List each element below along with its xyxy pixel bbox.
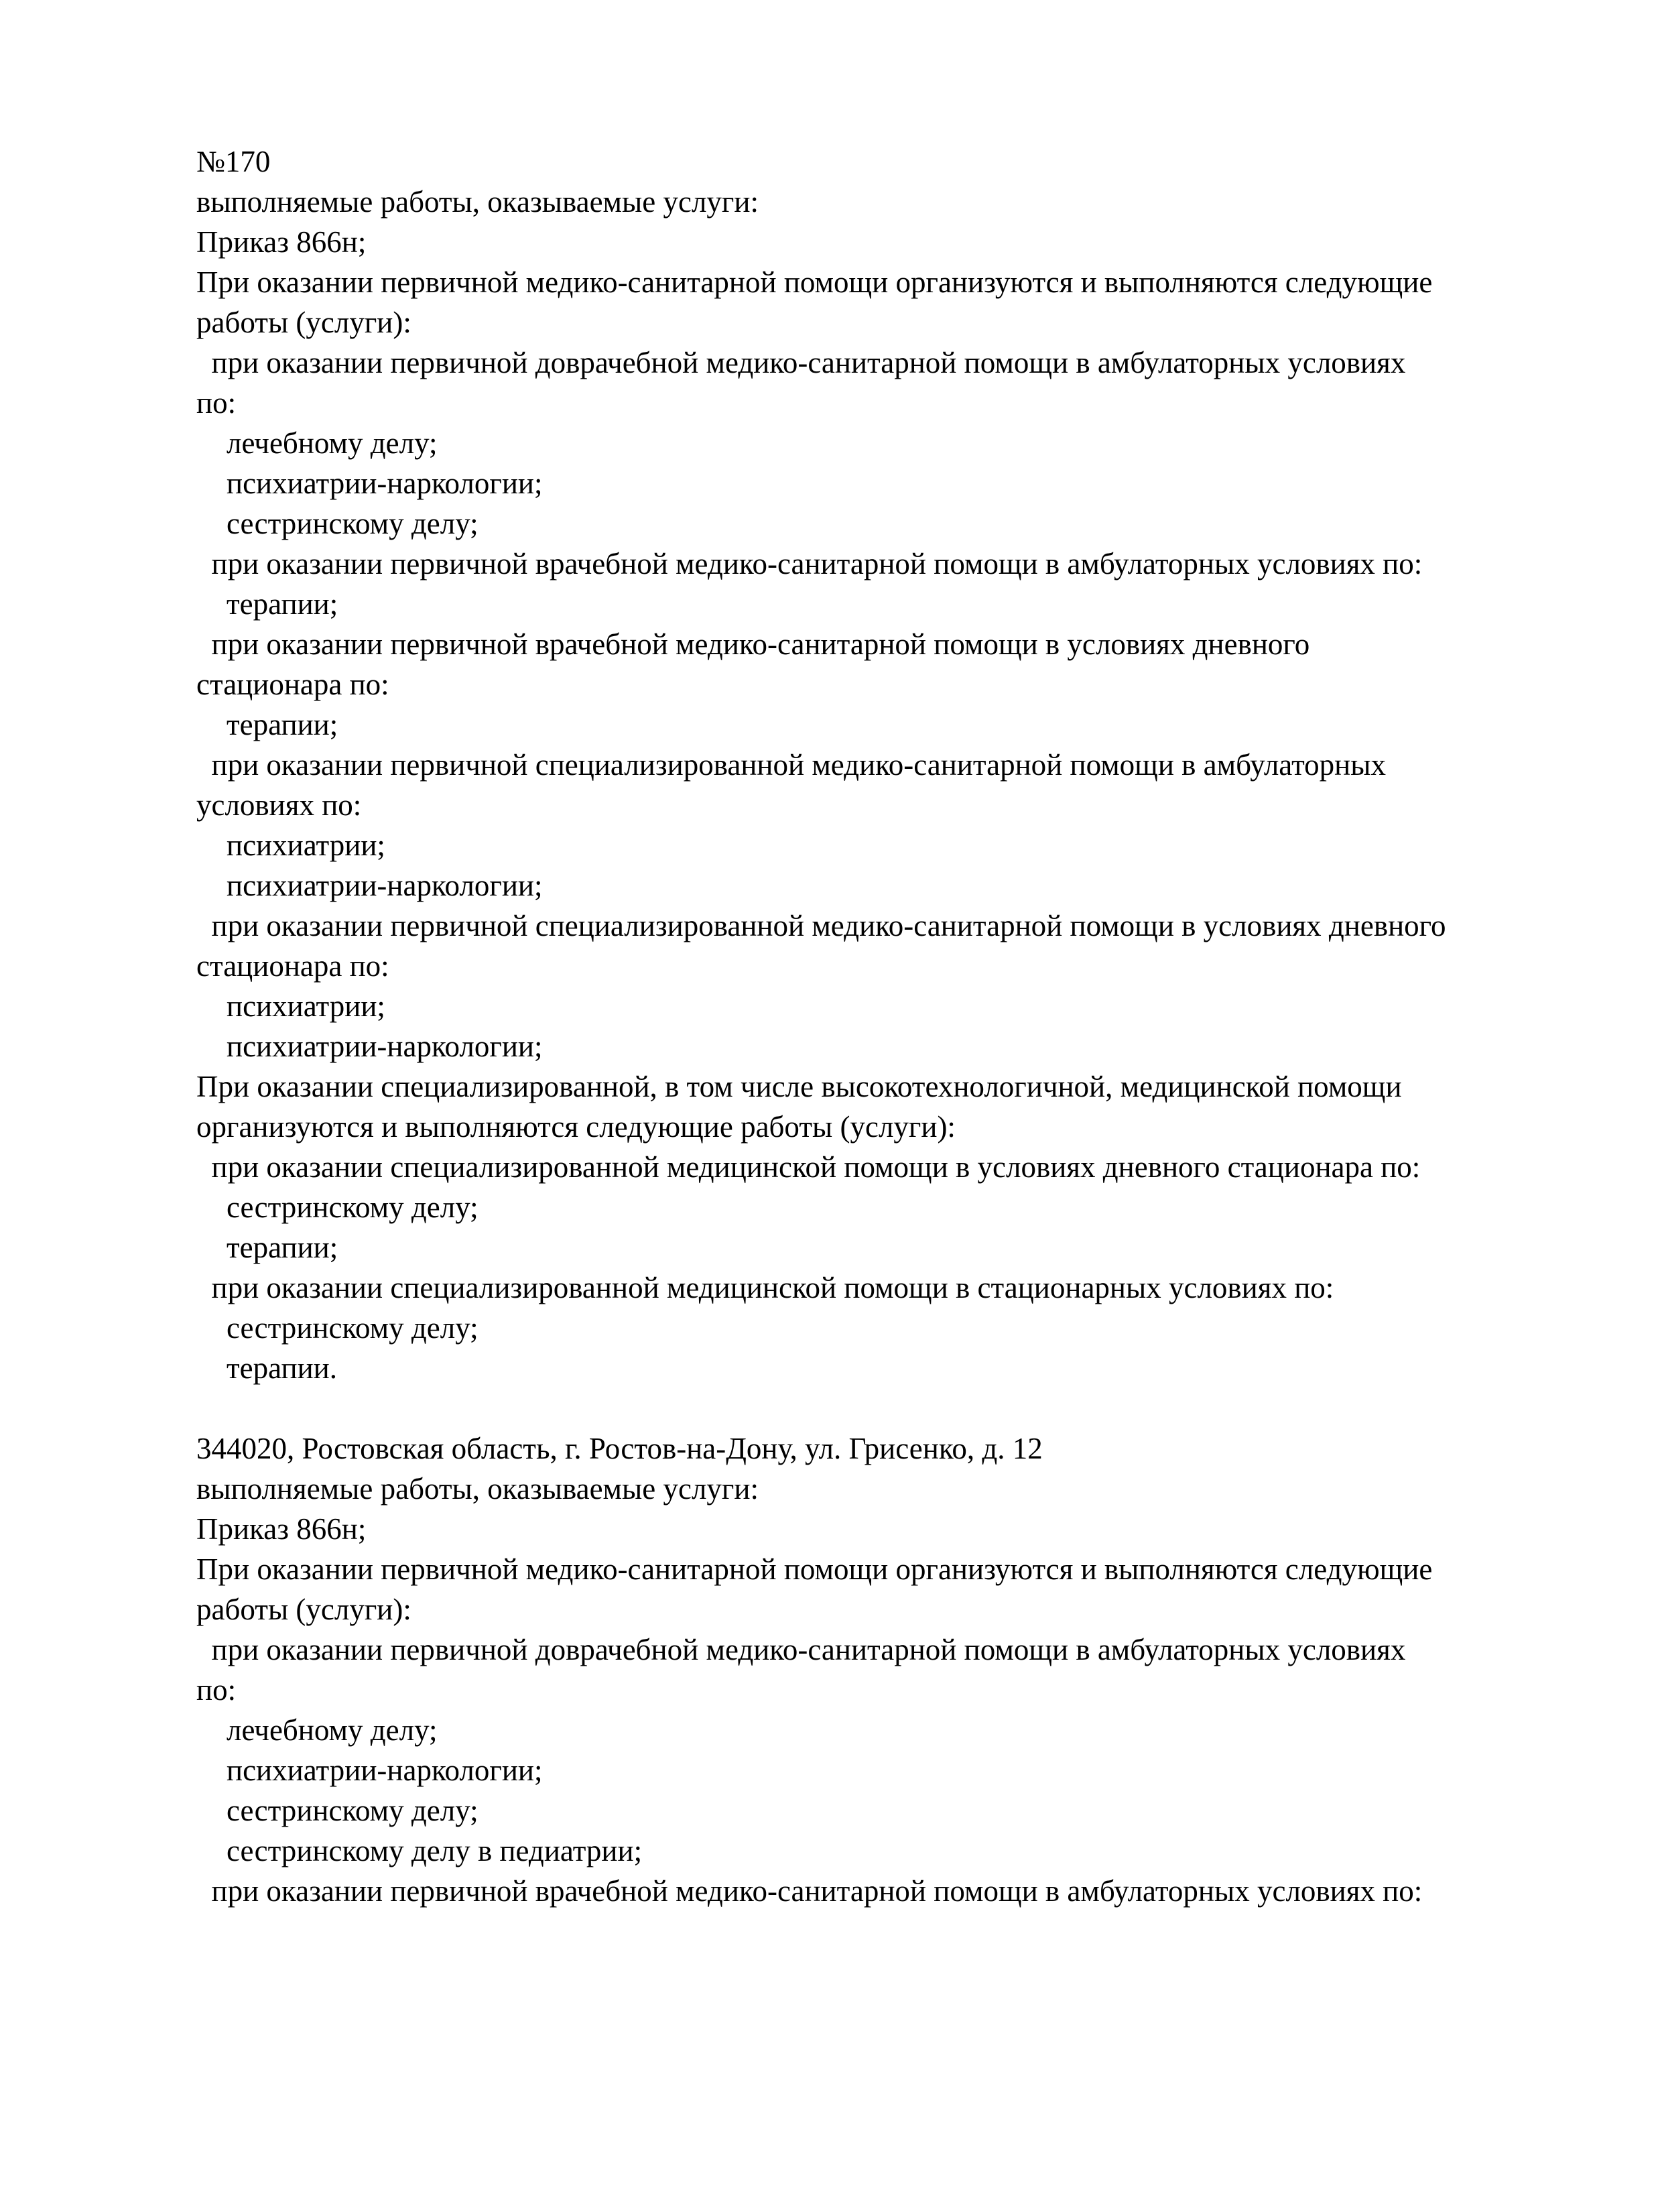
section-heading-line: работы (услуги): xyxy=(196,306,411,339)
service-condition-line: при оказании первичной специализированной медико-санитарной помощи в условиях дневного xyxy=(196,909,1446,942)
license-entry-number: №170 xyxy=(196,145,271,178)
blank-line xyxy=(196,1388,1662,1428)
section-heading-line: организуются и выполняются следующие работы (услуги): xyxy=(196,1110,956,1144)
section-heading-line: работы (услуги): xyxy=(196,1593,411,1626)
order-reference: Приказ 866н; xyxy=(196,225,367,259)
works-services-label: выполняемые работы, оказываемые услуги: xyxy=(196,185,759,219)
service-condition-line: при оказании первичной врачебной медико-санитарной помощи в амбулаторных условиях по: xyxy=(196,547,1423,580)
specialty-item: терапии. xyxy=(196,1351,338,1385)
section-heading-line: При оказании первичной медико-санитарной помощи организуются и выполняются следующие xyxy=(196,265,1433,299)
service-condition-line: при оказании первичной доврачебной медико-санитарной помощи в амбулаторных условиях xyxy=(196,1633,1406,1666)
specialty-item: терапии; xyxy=(196,708,338,741)
specialty-item: терапии; xyxy=(196,1231,338,1264)
service-condition-line: при оказании первичной врачебной медико-санитарной помощи в условиях дневного xyxy=(196,627,1310,661)
address-line: 344020, Ростовская область, г. Ростов-на-Дону, ул. Грисенко, д. 12 xyxy=(196,1432,1043,1465)
specialty-item: психиатрии; xyxy=(196,828,385,862)
specialty-item: психиатрии-наркологии; xyxy=(196,869,543,902)
specialty-item: психиатрии-наркологии; xyxy=(196,1754,543,1787)
service-condition-line: при оказании первичной врачебной медико-санитарной помощи в амбулаторных условиях по: xyxy=(196,1874,1423,1908)
specialty-item: сестринскому делу; xyxy=(196,1311,478,1345)
service-condition-line: по: xyxy=(196,1673,237,1707)
service-condition-line: условиях по: xyxy=(196,788,362,822)
specialty-item: сестринскому делу; xyxy=(196,507,478,540)
service-condition-line: при оказании специализированной медицинской помощи в условиях дневного стационара по: xyxy=(196,1150,1421,1184)
service-condition-line: при оказании первичной доврачебной медико-санитарной помощи в амбулаторных условиях xyxy=(196,346,1406,379)
specialty-item: психиатрии; xyxy=(196,989,385,1023)
specialty-item: психиатрии-наркологии; xyxy=(196,1030,543,1063)
service-condition-line: при оказании первичной специализированной медико-санитарной помощи в амбулаторных xyxy=(196,748,1386,782)
specialty-item: лечебному делу; xyxy=(196,1713,438,1747)
works-services-label: выполняемые работы, оказываемые услуги: xyxy=(196,1472,759,1506)
service-condition-line: стационара по: xyxy=(196,668,389,701)
service-condition-line: по: xyxy=(196,386,237,420)
service-condition-line: при оказании специализированной медицинской помощи в стационарных условиях по: xyxy=(196,1271,1334,1304)
section-heading-line: При оказании первичной медико-санитарной помощи организуются и выполняются следующие xyxy=(196,1552,1433,1586)
section-heading-line: При оказании специализированной, в том числе высокотехнологичной, медицинской помощи xyxy=(196,1070,1402,1103)
license-text-block xyxy=(196,141,1662,1911)
specialty-item: сестринскому делу в педиатрии; xyxy=(196,1834,643,1867)
specialty-item: сестринскому делу; xyxy=(196,1794,478,1827)
order-reference: Приказ 866н; xyxy=(196,1512,367,1546)
specialty-item: сестринскому делу; xyxy=(196,1190,478,1224)
specialty-item: лечебному делу; xyxy=(196,426,438,460)
specialty-item: психиатрии-наркологии; xyxy=(196,467,543,500)
service-condition-line: стационара по: xyxy=(196,949,389,983)
specialty-item: терапии; xyxy=(196,587,338,621)
